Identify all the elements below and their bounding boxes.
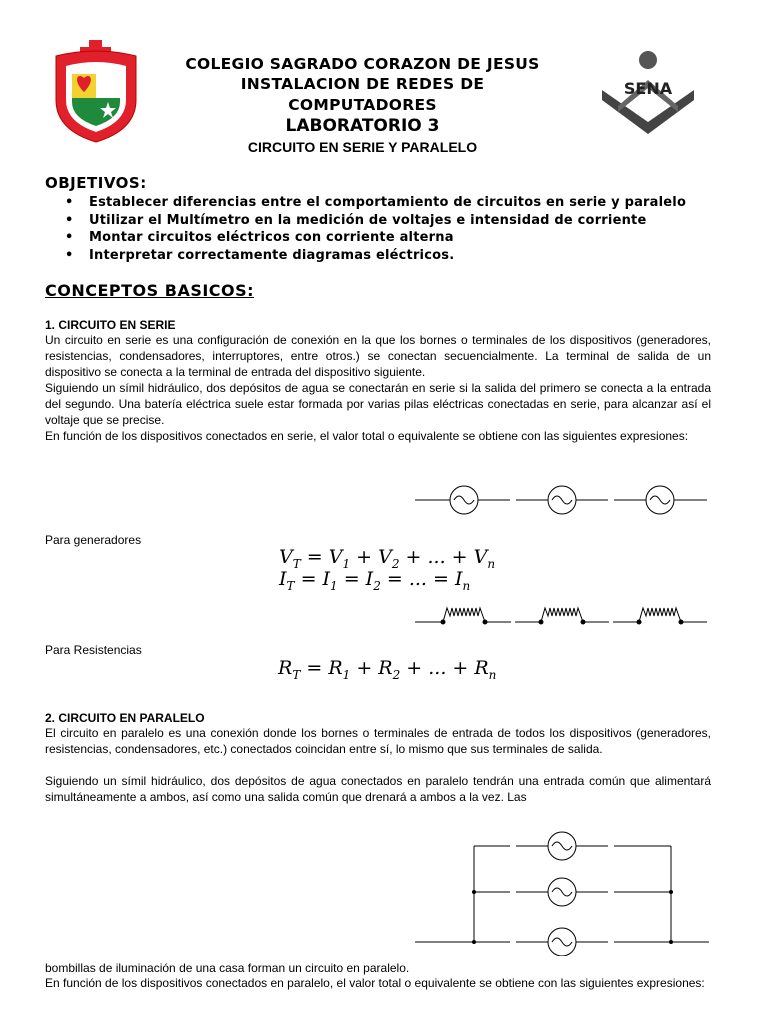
list-item: • Utilizar el Multímetro en la medición de voltajes e intensidad de corriente	[45, 212, 686, 230]
formula-resistance: $R_T = R_1 + R_2$ + ... + $R_n$	[278, 657, 497, 682]
lab-subtitle: CIRCUITO EN SERIE Y PARALELO	[247, 139, 478, 155]
paralelo-paragraph-3: bombillas de iluminación de una casa forman un circuito en paralelo.	[45, 961, 410, 975]
list-item: • Montar circuitos eléctricos con corriente alterna	[45, 229, 686, 247]
serie-paragraph-3: En función de los dispositivos conectados en serie, el valor total o equivalente se obtiene con las siguientes expresiones:	[45, 429, 689, 443]
label-generadores: Para generadores	[45, 533, 142, 547]
program-name-line2: COMPUTADORES	[288, 96, 437, 114]
list-item: • Establecer diferencias entre el comportamiento de circuitos en serie y paralelo	[45, 194, 686, 212]
serie-paragraph-1: Un circuito en serie es una configuración de conexión en la que los bornes o terminales de los dispositivos (generadores, resistencias, condensadores, interruptores, entre otros.) se conectan secuencialmente. La terminal de salida de un dispositivo se conecta a la terminal de entrada del dispositivo siguiente.	[45, 333, 711, 379]
parallel-generators-diagram	[415, 828, 710, 956]
label-resistencias: Para Resistencias	[45, 643, 142, 657]
bullet-icon: •	[65, 212, 74, 228]
conceptos-title: CONCEPTOS BASICOS:	[45, 281, 255, 300]
series-generators-diagram	[415, 484, 710, 516]
bullet-icon: •	[65, 247, 74, 263]
series-resistors-diagram	[415, 600, 710, 630]
serie-paragraph-2: Siguiendo un símil hidráulico, dos depósitos de agua se conectarán en serie si la salida del primero se conecta a la entrada del segundo. Una batería eléctrica suele estar formada por varias pilas eléctricas conectadas en serie, para alcanzar así el voltaje que se precise.	[45, 381, 711, 427]
bullet-icon: •	[65, 230, 74, 245]
paralelo-paragraph-2: Siguiendo un símil hidráulico, dos depósitos de agua conectados en paralelo tendrán una entrada común que alimentará simultáneamente a ambos, así como una salida común que drenará a ambos a la vez. Las	[45, 774, 711, 804]
sena-logo	[598, 50, 698, 142]
paralelo-paragraph-1: El circuito en paralelo es una conexión donde los bornes o terminales de entrada de todos los dispositivos (generadores, resistencias, condensadores, etc.) conectados coincidan entre sí, lo mismo que sus terminales de salida.	[45, 726, 711, 756]
program-name-line1: INSTALACION DE REDES DE	[240, 75, 485, 93]
serie-heading: 1. CIRCUITO EN SERIE	[45, 318, 176, 332]
objetivos-list	[45, 194, 686, 264]
paralelo-paragraph-4: En función de los dispositivos conectados en paralelo, el valor total o equivalente se obtiene con las siguientes expresiones:	[45, 976, 705, 990]
school-logo	[50, 38, 142, 146]
formula-current: $I_T = I_1 = I_2$ = ... = $I_n$	[279, 568, 471, 593]
bullet-icon: •	[65, 195, 74, 210]
paralelo-heading: 2. CIRCUITO EN PARALELO	[45, 711, 205, 725]
formula-voltage: $V_T = V_1 + V_2$ + ... + $V_n$	[279, 546, 496, 571]
logo-cucuta-text: CUCUTA	[83, 63, 109, 70]
sena-logo-text: SENA	[623, 79, 673, 98]
school-name: COLEGIO SAGRADO CORAZON DE JESUS	[185, 55, 540, 73]
list-item: • Interpretar correctamente diagramas eléctricos.	[45, 247, 686, 265]
objetivos-title: OBJETIVOS:	[45, 174, 147, 192]
lab-title: LABORATORIO 3	[285, 116, 440, 136]
